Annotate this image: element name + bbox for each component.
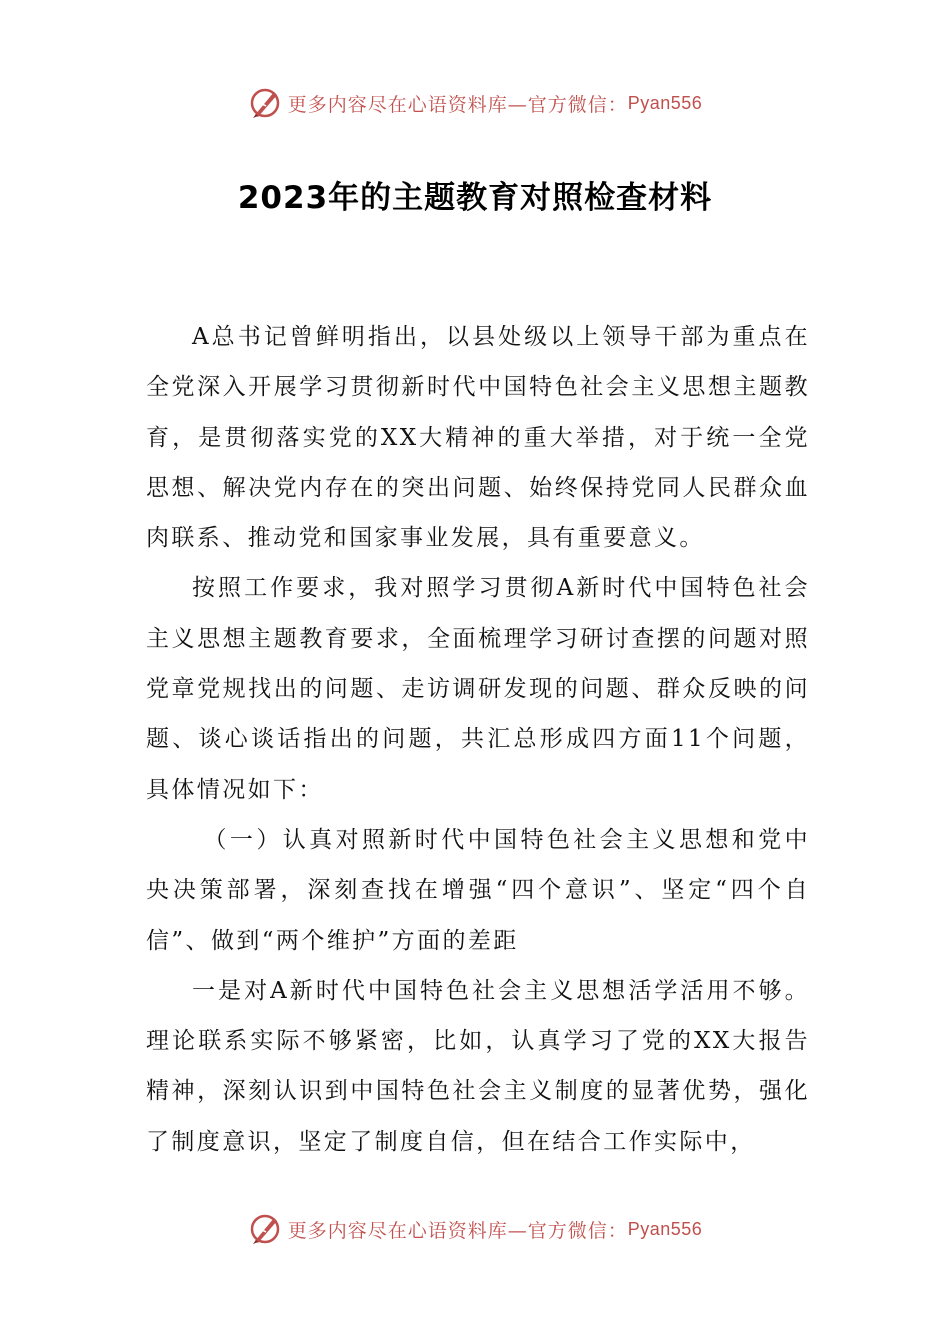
- document-body: [146, 312, 810, 1167]
- watermark-footer: [0, 1209, 950, 1249]
- pen-logo-icon: [248, 1212, 282, 1246]
- watermark-wechat-id: Pyan556: [627, 1218, 703, 1239]
- paragraph: 一是对A新时代中国特色社会主义思想活学活用不够。理论联系实际不够紧密，比如，认真学习了党的XX大报告精神，深刻认识到中国特色社会主义制度的显著优势，强化了制度意识，坚定了制度自信，但在结合工作实际中，: [146, 977, 810, 1155]
- paragraph: 按照工作要求，我对照学习贯彻A新时代中国特色社会主义思想主题教育要求，全面梳理学习研讨查摆的问题对照党章党规找出的问题、走访调研发现的问题、群众反映的问题、谈心谈话指出的问题，共汇总形成四方面11个问题，具体情况如下：: [146, 575, 810, 803]
- document-title: 2023年的主题教育对照检查材料: [237, 180, 713, 216]
- watermark-header: [0, 83, 950, 123]
- watermark-text: 更多内容尽在心语资料库—官方微信：: [287, 93, 628, 116]
- pen-logo-icon: [248, 86, 282, 120]
- section-heading: （一）认真对照新时代中国特色社会主义思想和党中央决策部署，深刻查找在增强“四个意识”、坚定“四个自信”、做到“两个维护”方面的差距: [146, 826, 810, 954]
- watermark-text: 更多内容尽在心语资料库—官方微信：: [287, 1219, 628, 1242]
- paragraph: A总书记曾鲜明指出，以县处级以上领导干部为重点在全党深入开展学习贯彻新时代中国特色社会主义思想主题教育，是贯彻落实党的XX大精神的重大举措，对于统一全党思想、解决党内存在的突出问题、始终保持党同人民群众血肉联系、推动党和国家事业发展，具有重要意义。: [146, 324, 810, 552]
- watermark-wechat-id: Pyan556: [627, 92, 703, 113]
